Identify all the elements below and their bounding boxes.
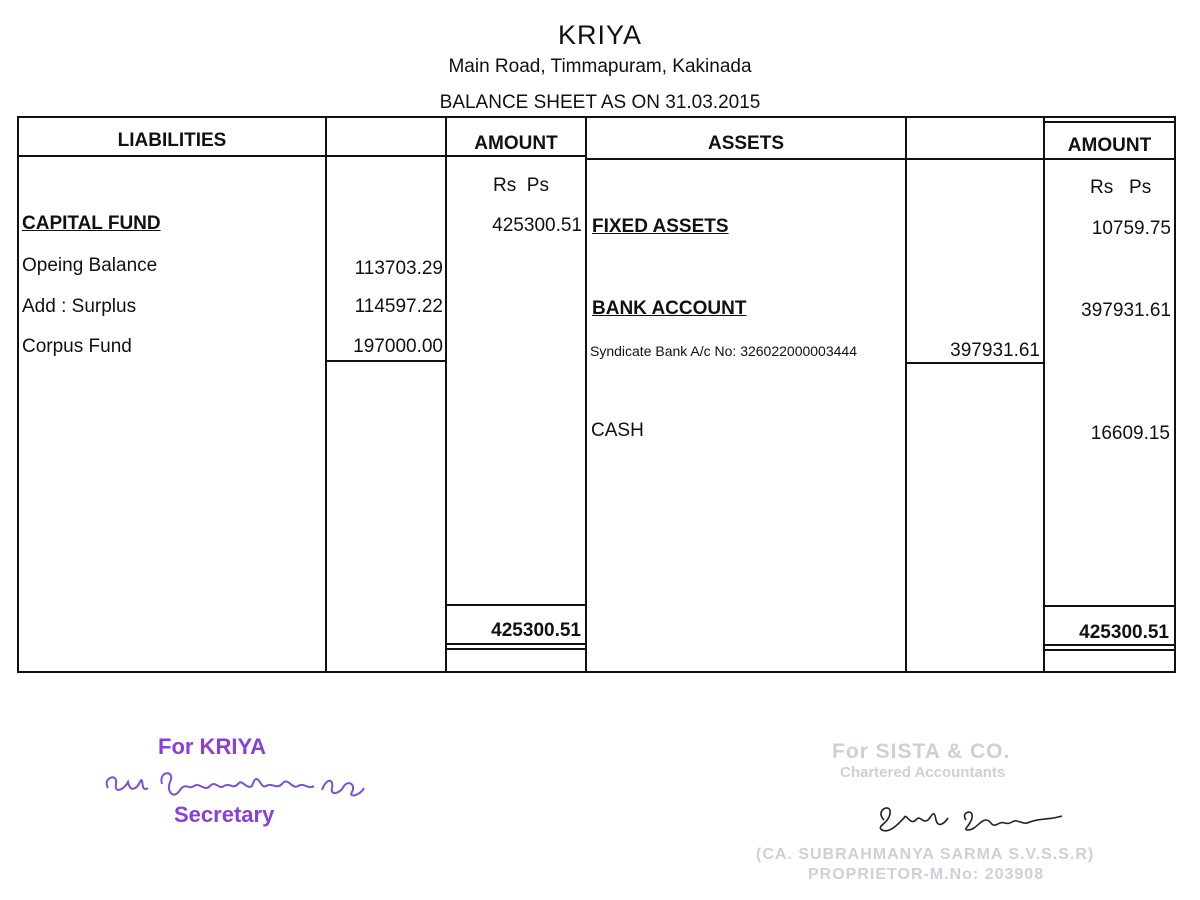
currency-unit-right: Rs Ps — [1090, 177, 1152, 198]
stamp-secretary: Secretary — [174, 802, 275, 827]
column-divider — [905, 116, 907, 673]
auditor-signature — [870, 790, 1070, 840]
fixed-assets-label: FIXED ASSETS — [592, 216, 729, 237]
table-border-right — [1174, 116, 1176, 673]
liability-item-label: Corpus Fund — [22, 336, 132, 357]
column-divider — [585, 116, 587, 673]
stamp-for-kriya: For KRIYA — [158, 734, 266, 759]
currency-unit-left: Rs Ps — [493, 175, 549, 196]
auditor-stamp — [740, 738, 1160, 888]
header-liabilities: LIABILITIES — [117, 130, 227, 151]
secretary-signature — [100, 760, 380, 804]
kriya-secretary-stamp — [100, 730, 360, 830]
column-divider — [325, 116, 327, 673]
header-amount-left: AMOUNT — [474, 133, 558, 154]
stamp-auditor-reg: PROPRIETOR-M.No: 203908 — [808, 866, 1045, 883]
bank-account-amount: 397931.61 — [1081, 300, 1171, 321]
stamp-firm-sub: Chartered Accountants — [840, 764, 1006, 781]
bank-account-label: BANK ACCOUNT — [592, 298, 747, 319]
header-amount-right: AMOUNT — [1067, 135, 1152, 156]
header-rule-left — [17, 155, 587, 157]
total-rule-double — [1043, 649, 1176, 651]
organization-address: Main Road, Timmapuram, Kakinada — [448, 56, 752, 77]
liability-item-label: Add : Surplus — [22, 296, 137, 317]
liability-item-value: 113703.29 — [354, 258, 443, 279]
assets-total: 425300.51 — [1079, 622, 1169, 643]
header-rule-right — [585, 158, 1176, 160]
bank-detail-value: 397931.61 — [950, 340, 1040, 361]
column-divider — [1043, 116, 1045, 673]
total-rule-double — [1043, 644, 1176, 646]
stamp-for-firm: For SISTA & CO. — [832, 740, 1011, 763]
table-border-bottom — [17, 671, 1176, 673]
liabilities-total: 425300.51 — [491, 620, 581, 641]
cash-amount: 16609.15 — [1090, 423, 1170, 444]
column-divider — [445, 116, 447, 673]
organization-name: KRIYA — [557, 20, 643, 50]
total-rule-double — [445, 643, 587, 645]
table-border-top — [17, 116, 1176, 118]
cash-label: CASH — [591, 420, 644, 441]
stamp-auditor-name: (CA. SUBRAHMANYA SARMA S.V.S.S.R) — [756, 846, 1095, 863]
capital-fund-label: CAPITAL FUND — [22, 213, 161, 234]
bank-detail-label: Syndicate Bank A/c No: 326022000003444 — [590, 343, 857, 359]
fixed-assets-amount: 10759.75 — [1091, 218, 1171, 239]
liability-item-label: Opeing Balance — [22, 255, 158, 276]
capital-fund-amount: 425300.51 — [492, 215, 582, 236]
liability-item-value: 197000.00 — [353, 336, 443, 357]
liability-item-value: 114597.22 — [354, 296, 443, 317]
subtotal-rule — [325, 360, 447, 362]
total-rule-top — [445, 604, 587, 606]
total-rule-double — [445, 648, 587, 650]
sheet-title: BALANCE SHEET AS ON 31.03.2015 — [439, 92, 761, 113]
header-assets: ASSETS — [707, 133, 785, 154]
total-rule-top — [1043, 605, 1176, 607]
table-border-left — [17, 116, 19, 673]
header-rule-amount-top — [1043, 121, 1176, 123]
subtotal-rule — [905, 362, 1045, 364]
